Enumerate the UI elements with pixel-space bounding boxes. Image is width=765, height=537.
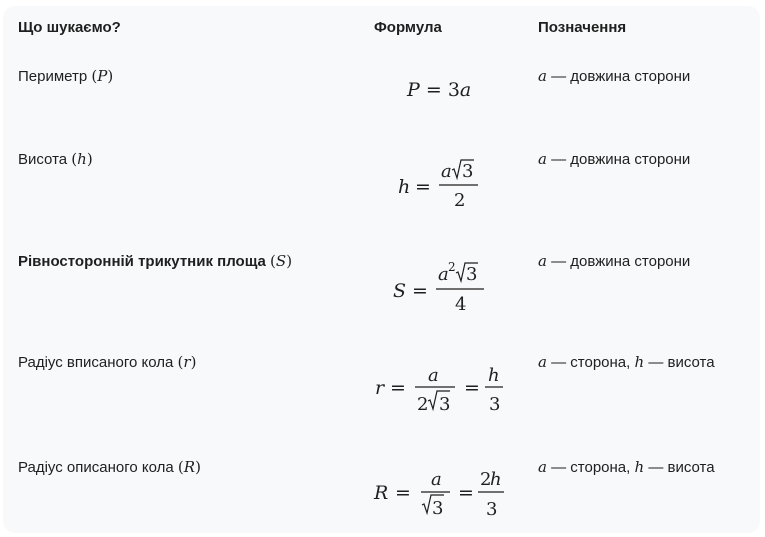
header-formula: Формула — [374, 19, 442, 36]
desc-text: — довжина сторони — [551, 253, 691, 270]
label-text: Радіус вписаного кола — [18, 354, 174, 371]
desc-var: a — [538, 353, 547, 371]
svg-text:=: = — [412, 280, 428, 302]
svg-text:r: r — [375, 377, 385, 399]
desc-var: a — [538, 458, 547, 476]
label-text: Висота — [18, 151, 68, 168]
desc-inscribed-radius — [538, 353, 715, 371]
svg-text:h: h — [398, 176, 411, 198]
desc-var: a — [538, 67, 547, 85]
label-symbol: R — [183, 458, 196, 476]
desc-text2: — висота — [648, 459, 715, 476]
header-what: Що шукаємо? — [18, 19, 121, 36]
desc-height — [538, 150, 690, 168]
svg-text:2: 2 — [454, 190, 466, 211]
desc-text: — сторона, — [551, 354, 631, 371]
svg-text:2: 2 — [480, 469, 492, 490]
svg-text:=: = — [390, 377, 406, 399]
desc-var2: h — [634, 458, 645, 476]
desc-text: — сторона, — [551, 459, 631, 476]
formula-perimeter: P = 3a — [407, 79, 472, 101]
svg-text:3: 3 — [489, 394, 501, 415]
svg-text:a: a — [431, 469, 442, 490]
desc-perimeter — [538, 67, 690, 85]
svg-text:2: 2 — [448, 260, 456, 274]
label-symbol: h — [77, 150, 87, 168]
row-label-inscribed-radius: Радіус вписаного кола (r) — [18, 353, 197, 371]
label-text: Периметр — [18, 68, 88, 85]
row-label-circumscribed-radius: Радіус описаного кола (R) — [18, 458, 201, 476]
desc-text2: — висота — [648, 354, 715, 371]
svg-text:h: h — [490, 469, 502, 490]
desc-var: a — [538, 252, 547, 270]
formula-height — [398, 160, 498, 221]
desc-text: — довжина сторони — [551, 151, 691, 168]
desc-text: — довжина сторони — [551, 68, 691, 85]
svg-text:2: 2 — [417, 394, 429, 415]
svg-text:3: 3 — [432, 498, 444, 519]
label-text-bold: Рівносторонній трикутник площа — [18, 253, 266, 270]
desc-area — [538, 252, 690, 270]
desc-var: a — [538, 150, 547, 168]
label-symbol: S — [275, 252, 287, 270]
formula-circumscribed-radius — [374, 468, 514, 533]
desc-circumscribed-radius — [538, 458, 715, 476]
header-notation: Позначення — [538, 19, 627, 36]
svg-text:a: a — [428, 365, 439, 386]
svg-text:=: = — [415, 176, 431, 198]
svg-text:a: a — [441, 161, 452, 182]
row-label-perimeter: Периметр (P) — [18, 67, 114, 85]
svg-text:S: S — [393, 280, 407, 302]
svg-text:h: h — [488, 365, 500, 386]
svg-text:4: 4 — [455, 294, 467, 315]
svg-text:3: 3 — [466, 264, 478, 285]
svg-text:a: a — [438, 264, 449, 285]
formula-inscribed-radius — [375, 364, 515, 429]
svg-text:3: 3 — [439, 394, 451, 415]
row-label-height: Висота (h) — [18, 150, 93, 168]
label-text: Радіус описаного кола — [18, 459, 174, 476]
desc-var2: h — [634, 353, 645, 371]
svg-text:=: = — [458, 482, 474, 504]
label-symbol: P — [97, 67, 108, 85]
svg-text:=: = — [395, 482, 411, 504]
row-label-area: Рівносторонній трикутник площа (S) — [18, 252, 293, 270]
label-symbol: r — [183, 353, 191, 371]
svg-text:R: R — [374, 482, 389, 504]
svg-text:=: = — [464, 377, 480, 399]
svg-text:3: 3 — [462, 161, 474, 182]
formula-area — [393, 262, 503, 325]
svg-text:3: 3 — [486, 499, 498, 520]
